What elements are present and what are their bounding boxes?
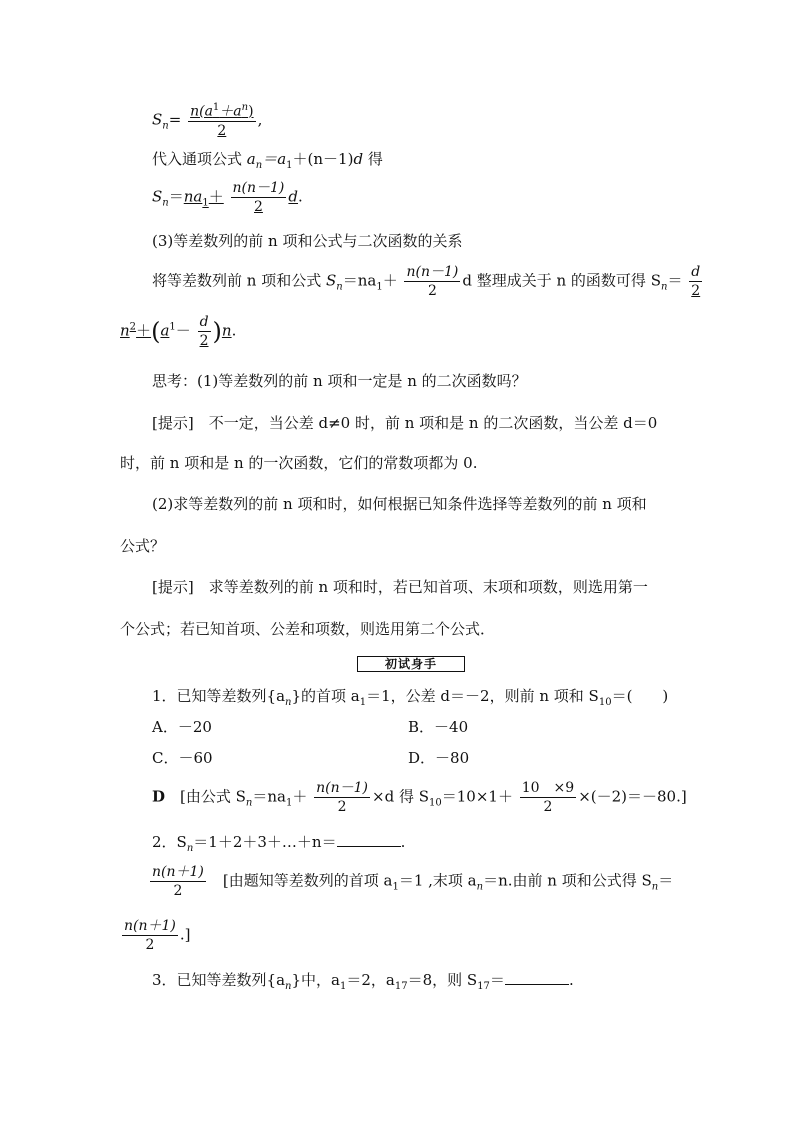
text: ＝1＋2＋3＋…＋n＝ <box>193 833 337 851</box>
text: ＋(n－1) <box>292 150 354 168</box>
text: .] <box>179 925 191 944</box>
denominator: 2 <box>337 799 347 816</box>
text: 得 <box>363 150 383 168</box>
numerator: 10 ×9 <box>520 780 576 798</box>
plus: ＋ <box>292 787 308 806</box>
var: ＝a <box>262 150 287 168</box>
text: ×d 得 S <box>372 787 430 806</box>
num-text: n(a <box>190 103 213 120</box>
option-d: D．－80 <box>408 749 470 767</box>
fraction <box>404 264 460 299</box>
sub: n <box>476 881 484 893</box>
fraction <box>520 780 576 815</box>
text: [由题知等差数列的首项 a <box>207 871 393 890</box>
substitute-line <box>152 150 383 172</box>
sub: n <box>285 981 292 992</box>
sum-formula-2 <box>152 180 303 215</box>
heading-3: (3)等差数列的前 n 项和公式与二次函数的关系 <box>152 232 463 250</box>
text: ＝1 ,末项 a <box>398 871 477 890</box>
text: 代入通项公式 <box>152 150 247 168</box>
numerator: n(n＋1) <box>122 918 178 936</box>
numerator: d <box>198 314 211 332</box>
text: ＝ <box>658 871 674 890</box>
var: n <box>120 321 130 340</box>
denominator: 2 <box>173 883 183 900</box>
answer-letter: D <box>152 787 166 806</box>
fraction <box>198 314 211 349</box>
text: ＝( ) <box>611 687 669 705</box>
problem-2 <box>152 833 405 855</box>
option-c: C．－60 <box>152 749 213 767</box>
sup: n <box>241 102 249 113</box>
var: d <box>288 187 299 206</box>
sub: n <box>245 797 253 809</box>
problem-3 <box>152 971 574 993</box>
fraction <box>314 780 370 815</box>
numerator: d <box>689 264 702 282</box>
sum-formula-1 <box>152 102 262 139</box>
var: S <box>325 271 337 290</box>
fraction <box>188 102 255 139</box>
question-2-line-2: 公式？ <box>120 537 166 555</box>
plus: ＋ <box>382 271 398 290</box>
sub: n <box>162 197 169 209</box>
text: 3．已知等差数列{a <box>152 971 286 989</box>
text: ＝na <box>342 271 377 290</box>
num-plus: ＋a <box>219 103 242 120</box>
denominator: 2 <box>691 283 701 300</box>
sub: 1 <box>392 881 399 893</box>
sub: 1 <box>376 281 383 293</box>
sub: 1 <box>285 797 293 809</box>
left-paren: ( <box>151 317 161 346</box>
denominator: 2 <box>199 333 209 350</box>
fraction <box>231 180 287 215</box>
period: . <box>400 833 406 851</box>
convert-paragraph <box>152 264 704 299</box>
sub: n <box>651 881 659 893</box>
minus: － <box>175 321 191 340</box>
numerator: n(n－1) <box>314 780 370 798</box>
sub: n <box>162 120 169 132</box>
text: 1．已知等差数列{a <box>152 687 286 705</box>
var: a <box>246 150 256 168</box>
num-close: ) <box>248 103 254 120</box>
text: ＝ <box>489 971 505 989</box>
sup: 1 <box>212 102 220 113</box>
numerator: n(n－1) <box>231 180 287 198</box>
numerator <box>188 102 255 122</box>
problem-1-answer <box>152 780 687 815</box>
option-a: A．－20 <box>152 718 212 736</box>
numerator: n(n＋1) <box>150 864 206 882</box>
var: a <box>160 321 170 340</box>
sup: 2 <box>129 321 137 333</box>
comma: , <box>257 110 263 129</box>
sub: 17 <box>477 981 490 992</box>
text: }的首项 a <box>291 687 360 705</box>
denominator: 2 <box>427 283 437 300</box>
question-2-line-1: (2)求等差数列的前 n 项和时，如何根据已知条件选择等差数列的前 n 项和 <box>152 495 647 513</box>
period: . <box>568 971 574 989</box>
equals: ＝ <box>667 271 683 290</box>
text: ＝n.由前 n 项和公式得 S <box>483 871 652 890</box>
period: . <box>231 321 237 340</box>
section-tag <box>357 656 465 672</box>
plus: ＋ <box>208 187 224 206</box>
denominator: 2 <box>254 199 263 216</box>
problem-2-answer-cont <box>120 918 191 953</box>
sub: 1 <box>339 981 347 992</box>
denominator: 2 <box>217 122 227 139</box>
answer-blank <box>505 972 569 985</box>
denominator: 2 <box>543 799 553 816</box>
sub: 10 <box>598 697 612 708</box>
var: n <box>221 321 232 340</box>
numerator: n(n－1) <box>404 264 460 282</box>
equals: = <box>168 110 182 129</box>
section-tag-label: 初试身手 <box>357 656 465 672</box>
sub: 1 <box>202 197 209 209</box>
hint-1-line-2: 时，前 n 项和是 n 的一次函数，它们的常数项都为 0. <box>120 454 478 472</box>
fraction <box>150 864 206 899</box>
var: S <box>152 187 163 206</box>
text: d 整理成关于 n 的函数可得 S <box>462 271 661 290</box>
var: na <box>183 187 203 206</box>
text: ＝8，则 S <box>407 971 478 989</box>
sub: n <box>186 843 194 854</box>
plus: ＋ <box>136 321 152 340</box>
fraction <box>689 264 702 299</box>
period: . <box>298 187 303 206</box>
text: ＝2，a <box>346 971 395 989</box>
problem-1 <box>152 687 668 709</box>
hint-2-line-2: 个公式；若已知首项、公差和项数，则选用第二个公式． <box>120 620 496 638</box>
right-paren: ) <box>212 317 222 346</box>
text: ＝1，公差 d＝－2，则前 n 项和 S <box>366 687 599 705</box>
hint-1-line-1: [提示] 不一定，当公差 d≠0 时，前 n 项和是 n 的二次函数，当公差 d＝0 <box>152 414 658 432</box>
text: 将等差数列前 n 项和公式 <box>152 271 326 290</box>
text: [由公式 S <box>165 787 246 806</box>
sub: 1 <box>359 697 367 708</box>
text: ×(－2)＝－80.] <box>578 787 687 806</box>
option-b: B．－40 <box>408 718 469 736</box>
think-question: 思考：(1)等差数列的前 n 项和一定是 n 的二次函数吗？ <box>152 372 527 390</box>
sum-symbol: S <box>152 110 163 129</box>
text: ＝10×1＋ <box>441 787 513 806</box>
hint-2-line-1: [提示] 求等差数列的前 n 项和时，若已知首项、末项和项数，则选用第一 <box>152 578 648 596</box>
denominator: 2 <box>145 937 155 954</box>
sub: 10 <box>429 797 442 809</box>
sub: n <box>285 697 292 708</box>
sub: n <box>660 281 668 293</box>
sub: 1 <box>286 160 293 171</box>
sub: n <box>255 160 263 171</box>
fraction <box>122 918 178 953</box>
sub: 17 <box>394 981 408 992</box>
convert-paragraph-cont <box>120 314 236 349</box>
text: ＝na <box>252 787 286 806</box>
text: 2．S <box>152 833 187 851</box>
answer-blank <box>337 834 401 847</box>
problem-2-answer <box>148 864 673 899</box>
sub: n <box>336 281 343 293</box>
var: d <box>353 150 364 168</box>
sup: 1 <box>169 321 176 333</box>
text: }中，a <box>291 971 340 989</box>
equals: ＝ <box>168 187 184 206</box>
